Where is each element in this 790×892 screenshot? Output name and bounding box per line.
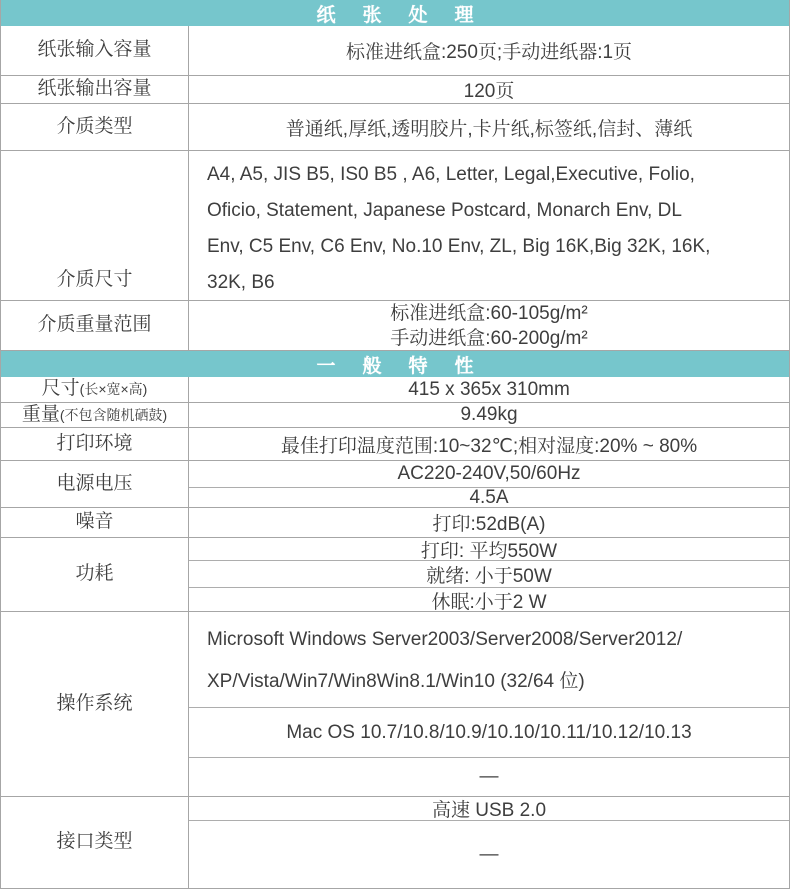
spec-label-weight — [1, 403, 189, 427]
media-size-line-1: A4, A5, JIS B5, IS0 B5 , A6, Letter, Legal,Executive, Folio, — [207, 163, 695, 185]
os-windows-subrow — [189, 612, 789, 707]
media-weight-line-1: 标准进纸盒:60-105g/m² — [390, 302, 588, 324]
spec-value-interface-type — [189, 797, 789, 888]
os-other-subrow: — — [189, 757, 789, 796]
interface-other-subrow: — — [189, 820, 789, 888]
spec-row-weight — [1, 403, 789, 428]
spec-value-power-supply — [189, 461, 789, 507]
spec-row-interface-type — [1, 797, 789, 888]
media-size-line-3: Env, C5 Env, C6 Env, No.10 Env, ZL, Big 16K,Big 32K, 16K, — [207, 235, 711, 257]
weight-label-main: 重量 — [21, 403, 60, 425]
spec-row-media-weight-range — [1, 301, 789, 351]
spec-label-power-supply: 电源电压 — [1, 461, 189, 507]
spec-label-operating-system: 操作系统 — [1, 612, 189, 796]
spec-value-paper-output-capacity: 120页 — [463, 81, 515, 102]
spec-label-print-environment: 打印环境 — [1, 428, 189, 460]
spec-value-media-size — [189, 151, 789, 300]
consumption-sleep-line: 休眠:小于2 W — [189, 587, 789, 612]
spec-value-media-weight-range — [189, 301, 789, 350]
spec-row-print-environment — [1, 428, 789, 461]
power-voltage-line: AC220-240V,50/60Hz — [397, 463, 581, 484]
section-title-general-features: 一般特性 — [316, 355, 501, 377]
weight-label-sub: (不包含随机硒鼓) — [59, 406, 168, 423]
spec-row-noise — [1, 508, 789, 538]
spec-row-dimensions — [1, 377, 789, 403]
os-windows-line-1: Microsoft Windows Server2003/Server2008/Server2012/ — [207, 629, 683, 651]
spec-value-dimensions: 415 x 365x 310mm — [408, 378, 570, 400]
spec-row-media-size — [1, 151, 789, 301]
consumption-printing-line: 打印: 平均550W — [420, 540, 558, 562]
section-header-paper-handling — [1, 0, 789, 26]
spec-row-media-type — [1, 104, 789, 151]
os-windows-line-2: XP/Vista/Win7/Win8Win8.1/Win10 (32/64 位) — [207, 671, 585, 693]
spec-value-operating-system — [189, 612, 789, 796]
section-header-general-features — [1, 351, 789, 377]
dimensions-label-main: 尺寸 — [41, 378, 80, 400]
interface-usb-subrow: 高速 USB 2.0 — [431, 800, 547, 821]
spec-row-power-supply — [1, 461, 789, 508]
spec-label-media-type: 介质类型 — [1, 104, 189, 150]
consumption-ready-line: 就绪: 小于50W — [189, 560, 789, 587]
spec-label-noise: 噪音 — [1, 508, 189, 537]
spec-label-power-consumption: 功耗 — [1, 538, 189, 611]
power-current-line: 4.5A — [189, 487, 789, 507]
spec-label-interface-type: 接口类型 — [1, 797, 189, 888]
section-title-paper-handling: 纸张处理 — [316, 4, 501, 26]
spec-value-media-type: 普通纸,厚纸,透明胶片,卡片纸,标签纸,信封、薄纸 — [285, 118, 693, 140]
media-weight-line-2: 手动进纸盒:60-200g/m² — [390, 327, 588, 349]
spec-row-paper-output-capacity — [1, 76, 789, 104]
spec-value-paper-input-capacity: 标准进纸盒:250页;手动进纸器:1页 — [345, 42, 633, 63]
spec-value-noise: 打印:52dB(A) — [432, 514, 546, 535]
spec-label-dimensions — [1, 377, 189, 402]
spec-label-media-size: 介质尺寸 — [1, 151, 189, 300]
spec-value-weight: 9.49kg — [460, 404, 518, 425]
media-size-line-4: 32K, B6 — [207, 271, 275, 293]
dimensions-label-sub: (长×宽×高) — [79, 381, 148, 398]
spec-row-power-consumption — [1, 538, 789, 612]
os-mac-subrow: Mac OS 10.7/10.8/10.9/10.10/10.11/10.12/10.13 — [189, 707, 789, 757]
spec-label-paper-input-capacity: 纸张输入容量 — [1, 26, 189, 75]
spec-label-paper-output-capacity: 纸张输出容量 — [1, 76, 189, 103]
spec-value-print-environment: 最佳打印温度范围:10~32℃;相对湿度:20% ~ 80% — [280, 435, 698, 457]
spec-row-operating-system — [1, 612, 789, 797]
spec-row-paper-input-capacity — [1, 26, 789, 76]
media-size-line-2: Oficio, Statement, Japanese Postcard, Monarch Env, DL — [207, 199, 682, 221]
spec-label-media-weight-range: 介质重量范围 — [1, 301, 189, 350]
spec-value-power-consumption — [189, 538, 789, 611]
